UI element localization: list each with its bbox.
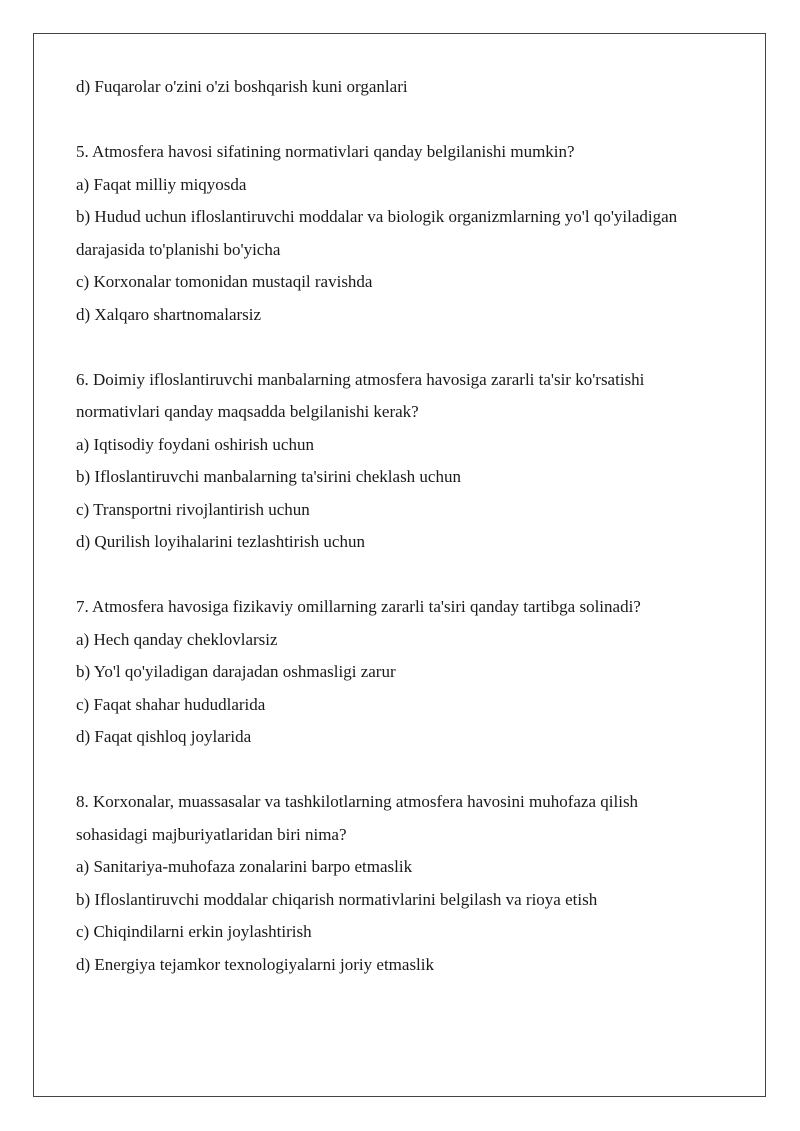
option-d-previous: d) Fuqarolar o'zini o'zi boshqarish kuni organlari [76, 77, 408, 96]
question-7 [76, 591, 756, 754]
question-text: 8. Korxonalar, muassasalar va tashkilotlarning atmosfera havosini muhofaza qilish [76, 792, 639, 811]
question-8 [76, 786, 756, 981]
option-b-continued: darajasida to'planishi bo'yicha [76, 239, 281, 259]
option-a: a) Hech qanday cheklovlarsiz [76, 629, 278, 649]
option-a: a) Faqat milliy miqyosda [76, 174, 247, 194]
question-text-continued: normativlari qanday maqsadda belgilanishi kerak? [76, 402, 419, 421]
option-c: c) Chiqindilarni erkin joylashtirish [76, 922, 312, 941]
question-text: 7. Atmosfera havosiga fizikaviy omillarning zararli ta'siri qanday tartibga solinadi? [76, 597, 641, 616]
option-b: b) Ifloslantiruvchi manbalarning ta'sirini cheklash uchun [76, 467, 461, 486]
option-c: c) Transportni rivojlantirish uchun [76, 499, 310, 519]
spacer [76, 754, 756, 787]
spacer [76, 559, 756, 592]
option-c: c) Korxonalar tomonidan mustaqil ravishda [76, 272, 373, 291]
option-a: a) Sanitariya-muhofaza zonalarini barpo etmaslik [76, 857, 413, 876]
question-text: 6. Doimiy ifloslantiruvchi manbalarning atmosfera havosiga zararli ta'sir ko'rsatishi [76, 369, 645, 389]
option-d: d) Energiya tejamkor texnologiyalarni joriy etmaslik [76, 954, 435, 974]
question-text: 5. Atmosfera havosi sifatining normativlari qanday belgilanishi mumkin? [76, 142, 575, 161]
question-6 [76, 364, 756, 559]
question-text-continued: sohasidagi majburiyatlaridan biri nima? [76, 824, 347, 844]
option-b: b) Hudud uchun ifloslantiruvchi moddalar va biologik organizmlarning yo'l qo'yiladigan [76, 207, 678, 226]
option-b: b) Yo'l qo'yiladigan darajadan oshmasligi zarur [76, 662, 396, 681]
document-body [76, 71, 756, 981]
option-a: a) Iqtisodiy foydani oshirish uchun [76, 434, 314, 454]
option-b: b) Ifloslantiruvchi moddalar chiqarish normativlarini belgilash va rioya etish [76, 889, 598, 909]
question-5 [76, 136, 756, 331]
option-d: d) Faqat qishloq joylarida [76, 727, 252, 746]
spacer [76, 331, 756, 364]
option-d: d) Qurilish loyihalarini tezlashtirish uchun [76, 532, 365, 551]
option-d: d) Xalqaro shartnomalarsiz [76, 304, 262, 324]
spacer [76, 104, 756, 137]
option-c: c) Faqat shahar hududlarida [76, 694, 266, 714]
